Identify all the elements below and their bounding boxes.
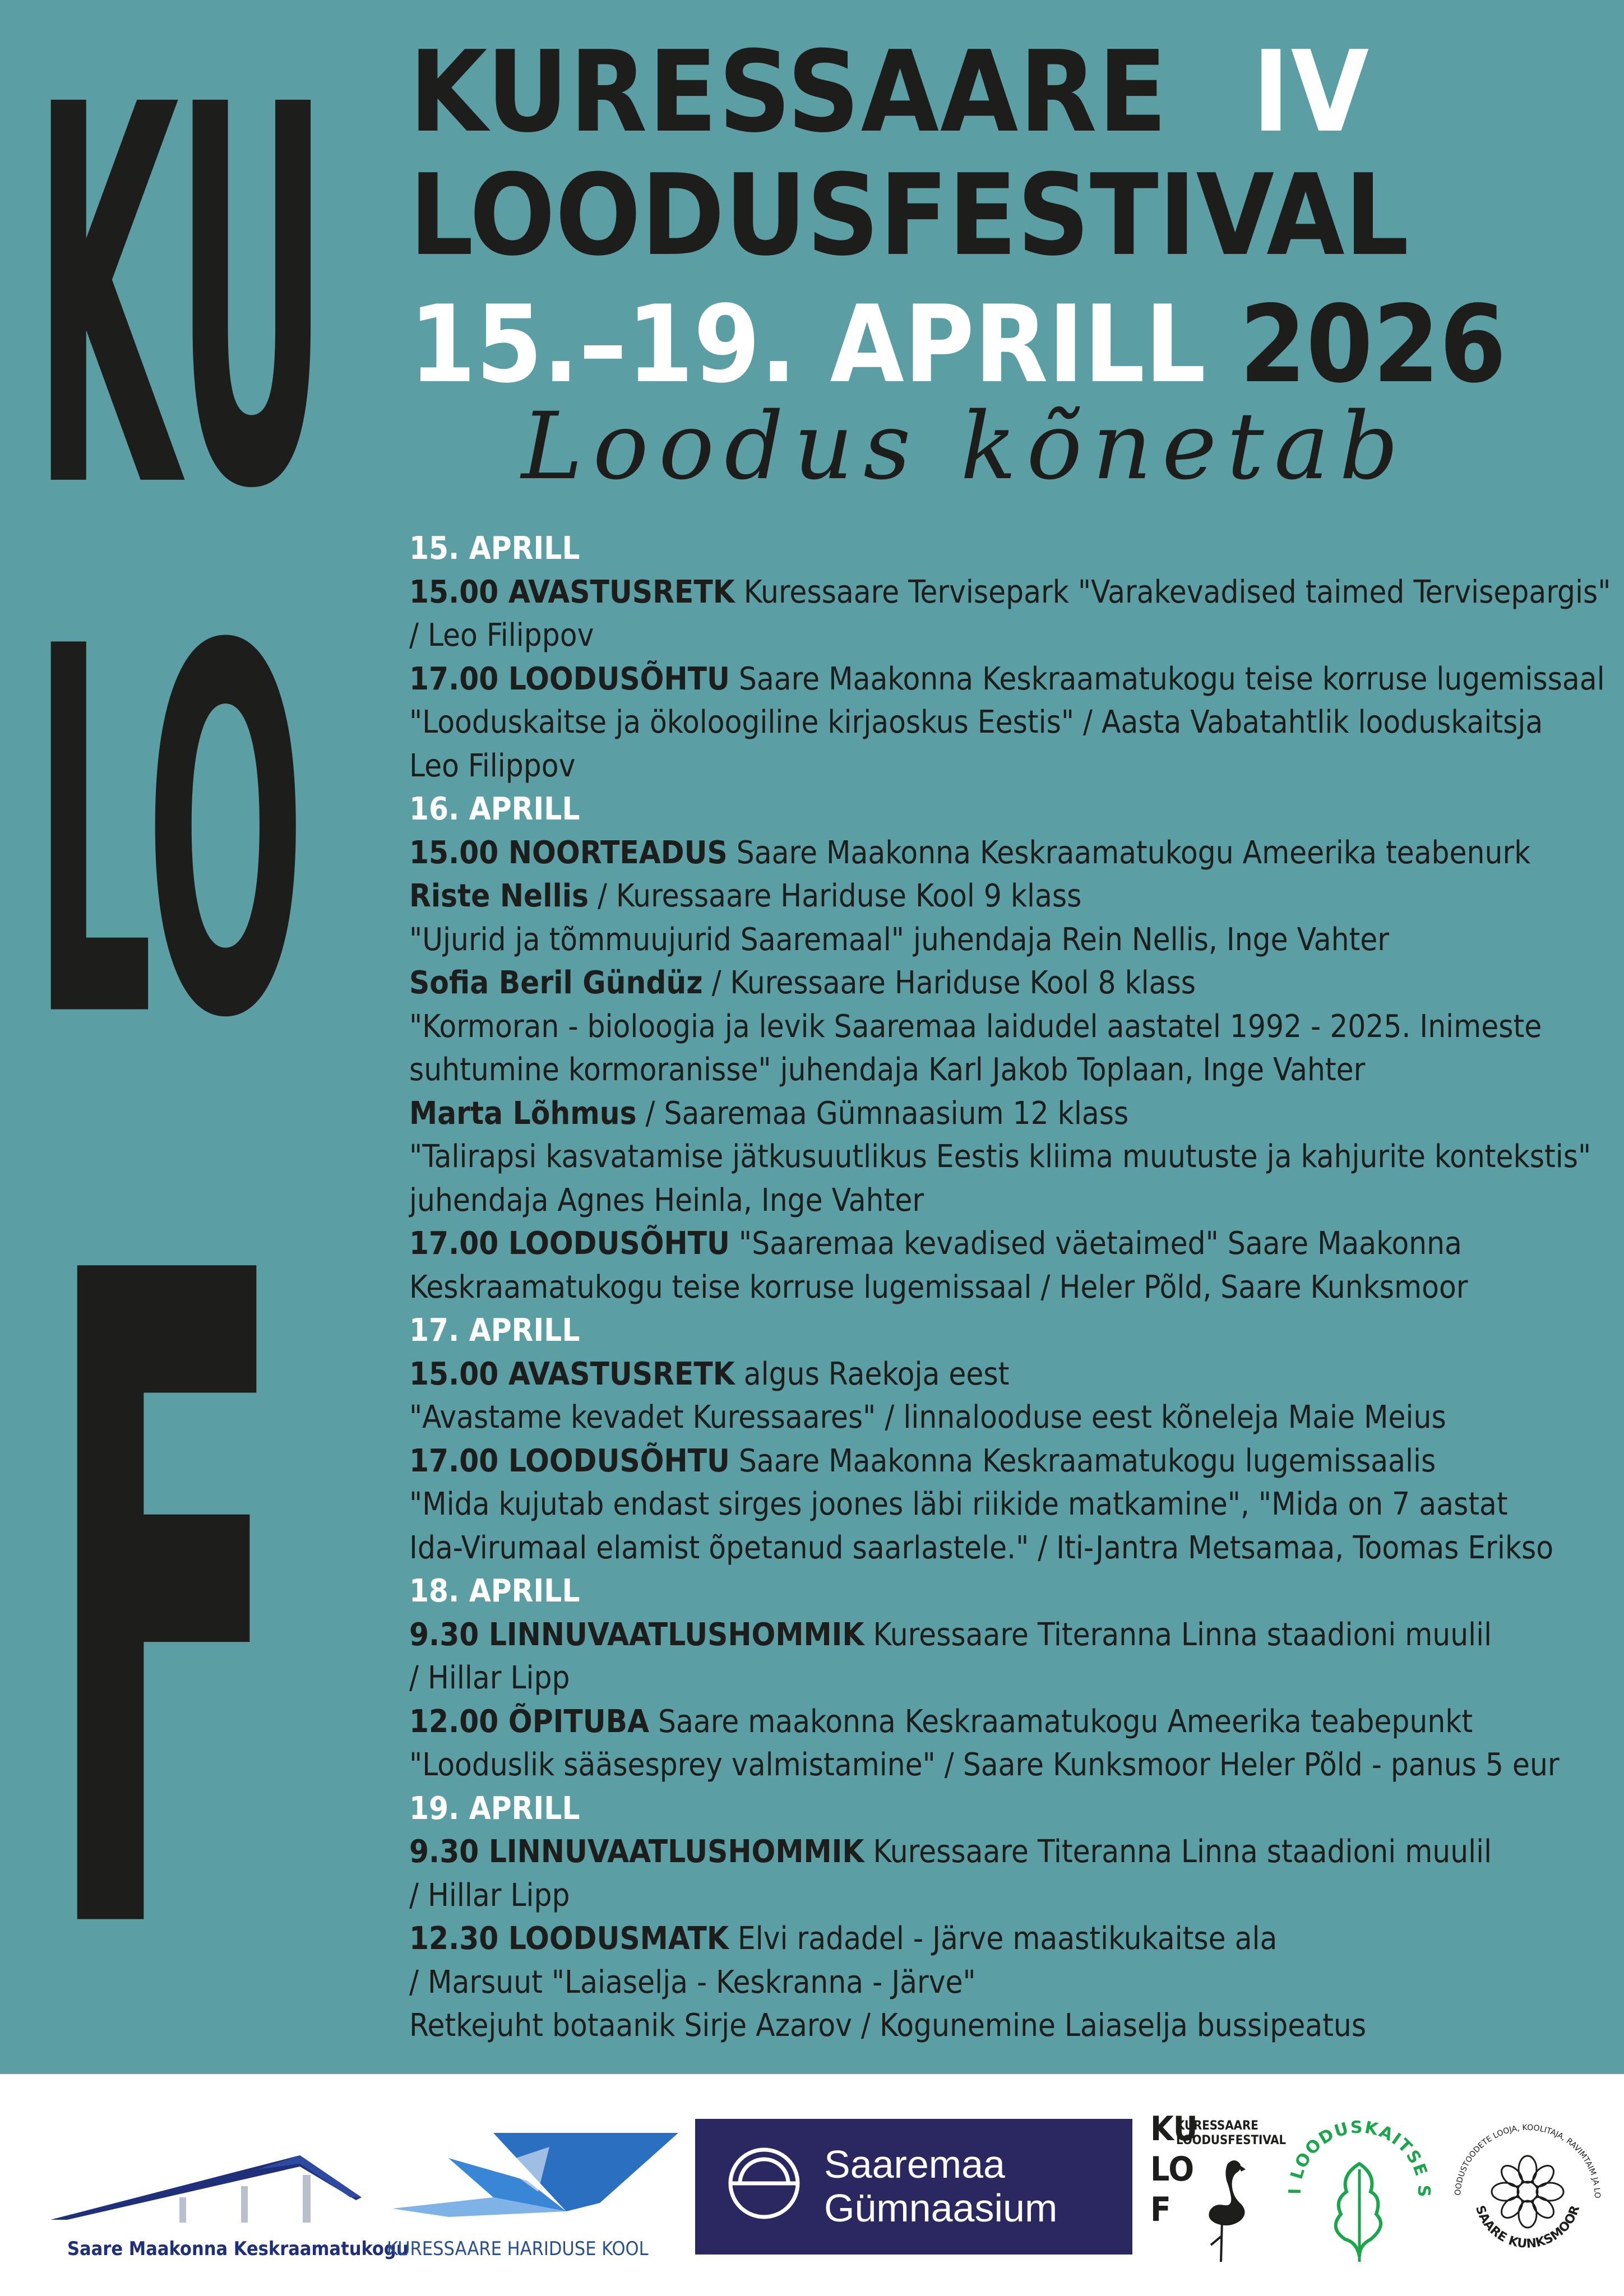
programme-event-text: Keskraamatukogu teise korruse lugemissaal / Heler Põld, Saare Kunksmoor bbox=[409, 1269, 1468, 1306]
programme-event-text: Elvi radadel - Järve maastikukaitse ala bbox=[728, 1920, 1278, 1957]
programme-line bbox=[409, 1439, 1598, 1483]
monogram-ku: KU bbox=[34, 0, 328, 603]
programme-event-label: 9.30 LINNUVAATLUSHOMMIK bbox=[409, 1616, 864, 1653]
festival-dates bbox=[409, 283, 1506, 406]
programme-line bbox=[409, 1048, 1598, 1092]
programme-event-text: suhtumine kormoranisse" juhendaja Karl Jakob Toplaan, Inge Vahter bbox=[409, 1052, 1366, 1088]
kulof-logo bbox=[1149, 2108, 1287, 2270]
programme-event-text: "Ujurid ja tõmmuujurid Saaremaal" juhendaja Rein Nellis, Inge Vahter bbox=[409, 921, 1390, 958]
programme-list bbox=[409, 527, 1611, 2048]
programme-line bbox=[409, 701, 1598, 744]
school-logo bbox=[381, 2113, 684, 2259]
programme-line bbox=[409, 1396, 1598, 1439]
programme-line bbox=[409, 918, 1598, 962]
programme-event-text: Kuressaare Tervisepark "Varakevadised taimed Tervisepargis" bbox=[734, 573, 1611, 610]
programme-line bbox=[409, 1874, 1598, 1918]
programme-event-label: Riste Nellis bbox=[409, 878, 589, 914]
programme-line bbox=[409, 1613, 1598, 1657]
festival-tagline: Loodus kõnetab bbox=[521, 392, 1409, 500]
programme-line bbox=[409, 961, 1598, 1005]
kunksmoor-seal-icon bbox=[1446, 2113, 1609, 2276]
programme-event-text: "Talirapsi kasvatamise jätkusuutlikus Eestis kliima muutuste ja kahjurite kontekstis" bbox=[409, 1138, 1591, 1175]
programme-event-text: / Kuressaare Hariduse Kool 9 klass bbox=[588, 878, 1082, 914]
programme-event-text: "Looduslik sääsesprey valmistamine" / Saare Kunksmoor Heler Põld - panus 5 eur bbox=[409, 1747, 1560, 1783]
programme-date-heading: 16. APRILL bbox=[409, 791, 580, 827]
programme-event-text: "Mida kujutab endast sirges joones läbi riikide matkamine", "Mida on 7 aastat bbox=[409, 1486, 1508, 1522]
monogram-f: F bbox=[45, 1086, 286, 2074]
school-name: KURESSAARE HARIDUSE KOOL bbox=[387, 2238, 649, 2260]
oak-leaf-icon bbox=[1284, 2108, 1435, 2270]
els-logo bbox=[1284, 2108, 1435, 2270]
programme-event-text: Kuressaare Titeranna Linna staadioni muulil bbox=[864, 1616, 1492, 1653]
programme-line bbox=[409, 744, 1598, 788]
side-monogram bbox=[22, 0, 415, 2074]
programme-event-text: Saare Maakonna Keskraamatukogu teise korruse lugemissaal bbox=[729, 660, 1605, 697]
programme-event-text: / Hillar Lipp bbox=[409, 1877, 570, 1914]
gymnasium-name-line2: Gümnaasium bbox=[824, 2186, 1058, 2230]
library-name: Saare Maakonna Keskraamatukogu bbox=[67, 2238, 409, 2260]
programme-event-label: 9.30 LINNUVAATLUSHOMMIK bbox=[409, 1834, 864, 1870]
title-city: KURESSAARE bbox=[409, 27, 1168, 158]
programme-line bbox=[409, 874, 1598, 918]
programme-date-heading: 17. APRILL bbox=[409, 1312, 580, 1349]
gymnasium-name bbox=[824, 2142, 1057, 2230]
kulof-title bbox=[1176, 2119, 1286, 2148]
programme-line bbox=[409, 1222, 1598, 1266]
programme-event-text: Saare maakonna Keskraamatukogu Ameerika teabepunkt bbox=[649, 1703, 1473, 1740]
gymnasium-emblem-icon bbox=[728, 2147, 801, 2220]
programme-event-text: Saare Maakonna Keskraamatukogu Ameerika teabenurk bbox=[727, 834, 1531, 871]
programme-event-label: 17.00 LOODUSÕHTU bbox=[409, 1225, 730, 1262]
programme-event-label: 17.00 LOODUSÕHTU bbox=[409, 660, 730, 697]
programme-line bbox=[409, 571, 1611, 614]
programme-date-heading: 19. APRILL bbox=[409, 1790, 580, 1827]
programme-event-label: Marta Lõhmus bbox=[409, 1095, 637, 1132]
programme-line bbox=[409, 1656, 1598, 1700]
programme-event-text: "Looduskaitse ja ökoloogiline kirjaoskus Eestis" / Aasta Vabatahtlik looduskaitsja bbox=[409, 704, 1543, 740]
programme-event-label: 17.00 LOODUSÕHTU bbox=[409, 1442, 730, 1479]
programme-line bbox=[409, 1179, 1598, 1223]
kulof-letters-lo: LO bbox=[1150, 2150, 1195, 2189]
kulof-letters-f: F bbox=[1150, 2190, 1171, 2229]
programme-date-heading: 18. APRILL bbox=[409, 1573, 580, 1609]
programme-event-text: "Kormoran - bioloogia ja levik Saaremaa laidudel aastatel 1992 - 2025. Inimeste bbox=[409, 1008, 1542, 1045]
kulof-title-line2: LOODUSFESTIVAL bbox=[1176, 2133, 1287, 2147]
programme-event-text: juhendaja Agnes Heinla, Inge Vahter bbox=[409, 1182, 924, 1219]
programme-line bbox=[409, 1700, 1598, 1744]
programme-line bbox=[409, 1917, 1598, 1961]
gymnasium-name-line1: Saaremaa bbox=[824, 2142, 1005, 2186]
programme-event-text: Leo Filippov bbox=[409, 747, 576, 784]
programme-event-text: "Avastame kevadet Kuressaares" / linnalooduse eest kõneleja Maie Meius bbox=[409, 1399, 1446, 1436]
els-name: I LOODUSKAITSE S bbox=[1285, 2117, 1434, 2198]
programme-event-text: / Marsuut "Laiaselja - Keskranna - Järve" bbox=[409, 1964, 976, 2001]
kulof-letters-ku: KU bbox=[1150, 2109, 1198, 2149]
programme-event-label: 12.00 ÕPITUBA bbox=[409, 1703, 650, 1740]
programme-line bbox=[409, 658, 1605, 701]
programme-line bbox=[409, 1266, 1598, 1309]
programme-event-label: Sofia Beril Gündüz bbox=[409, 965, 703, 1001]
programme-line bbox=[409, 1353, 1598, 1396]
date-range: 15.–19. APRILL bbox=[409, 283, 1206, 406]
kulof-title-line1: KURESSAARE bbox=[1176, 2119, 1259, 2133]
programme-event-text: "Saaremaa kevadised väetaimed" Saare Maakonna bbox=[729, 1225, 1462, 1262]
programme-line bbox=[409, 1526, 1598, 1570]
flamingo-icon bbox=[1188, 2152, 1256, 2265]
programme-line bbox=[409, 1830, 1598, 1874]
programme-event-label: 15.00 NOORTEADUS bbox=[409, 834, 728, 871]
programme-line bbox=[409, 1092, 1598, 1136]
programme-event-label: 15.00 AVASTUSRETK bbox=[409, 573, 735, 610]
programme-event-text: Retkejuht botaanik Sirje Azarov / Kogunemine Laiaselja bussipeatus bbox=[409, 2007, 1367, 2044]
programme-event-text: / Leo Filippov bbox=[409, 617, 594, 654]
edition-number: IV bbox=[1252, 27, 1370, 158]
programme-event-text: Kuressaare Titeranna Linna staadioni muulil bbox=[864, 1834, 1492, 1870]
programme-event-text: / Kuressaare Hariduse Kool 8 klass bbox=[702, 965, 1196, 1001]
programme-event-text: Saare Maakonna Keskraamatukogu lugemissaalis bbox=[729, 1442, 1436, 1479]
programme-event-text: algus Raekoja eest bbox=[734, 1355, 1010, 1392]
programme-line bbox=[409, 1743, 1598, 1787]
festival-title-line2: LOODUSFESTIVAL bbox=[409, 150, 1409, 281]
open-book-icon bbox=[381, 2113, 684, 2237]
library-logo bbox=[45, 2113, 409, 2260]
programme-event-label: 15.00 AVASTUSRETK bbox=[409, 1355, 735, 1392]
programme-event-label: 12.30 LOODUSMATK bbox=[409, 1920, 729, 1957]
programme-line bbox=[409, 614, 1598, 658]
sponsor-logos bbox=[0, 2074, 1624, 2296]
programme-line bbox=[409, 1005, 1598, 1049]
monogram-lo: LO bbox=[34, 541, 306, 1129]
programme-line bbox=[409, 1961, 1598, 2005]
festival-title-line1 bbox=[409, 27, 1370, 158]
programme-date-heading: 15. APRILL bbox=[409, 530, 580, 567]
programme-line bbox=[409, 1135, 1598, 1179]
programme-line bbox=[409, 831, 1598, 875]
kunksmoor-name: SAARE KUNKSMOOR bbox=[1472, 2204, 1583, 2251]
library-roof-icon bbox=[45, 2113, 381, 2237]
gymnasium-logo bbox=[695, 2119, 1132, 2255]
programme-line bbox=[409, 1483, 1598, 1526]
programme-event-text: Ida-Virumaal elamist õpetanud saarlastele." / Iti-Jantra Metsamaa, Toomas Erikso bbox=[409, 1529, 1554, 1566]
kunksmoor-logo bbox=[1446, 2113, 1609, 2276]
programme-event-text: / Hillar Lipp bbox=[409, 1660, 570, 1696]
festival-year: 2026 bbox=[1239, 283, 1506, 406]
programme-line bbox=[409, 2004, 1598, 2048]
kunksmoor-arc-text: OODUSTOODETE LOOJA, KOOLITAJA, RAVIMTAIM JA LO bbox=[1453, 2123, 1602, 2198]
programme-event-text: / Saaremaa Gümnaasium 12 klass bbox=[636, 1095, 1129, 1132]
